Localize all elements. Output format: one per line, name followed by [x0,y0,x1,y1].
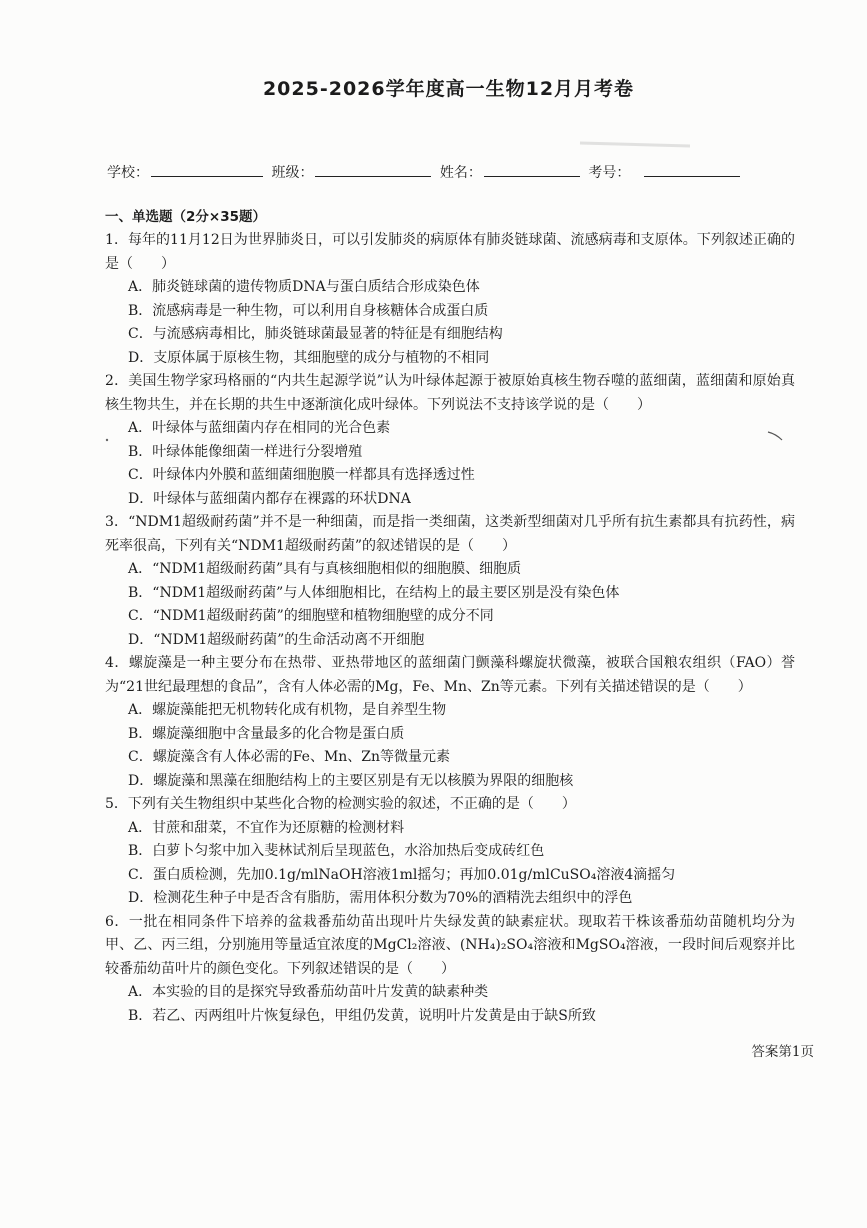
option-d: D．螺旋藻和黑藻在细胞结构上的主要区别是有无以核膜为界限的细胞核 [128,772,574,789]
school-blank [151,162,263,177]
exam-no-label: 考号： [588,165,631,181]
question-stem: 2．美国生物学家玛格丽的“内共生起源学说”认为叶绿体起源于被原始真核生物吞噬的蓝细菌，蓝细菌和原始真核生物共生，并在长期的共生中逐渐演化成叶绿体。下列说法不支持该学说的是（ ） [105,373,795,413]
option-a: A．本实验的目的是探究导致番茄幼苗叶片发黄的缺素种类 [128,984,489,1000]
option-c: C．螺旋藻含有人体必需的Fe、Mn、Zn等微量元素 [128,749,451,765]
question-3 [105,511,795,652]
question-stem: 4．螺旋藻是一种主要分布在热带、亚热带地区的蓝细菌门颤藻科螺旋状微藻，被联合国粮农组织（FAO）誉为“21世纪最理想的食品”，含有人体必需的Mg，Fe、Mn、Zn等元素。下列有关描述错误的是（ ） [105,655,795,695]
question-stem: 1．每年的11月12日为世界肺炎日，可以引发肺炎的病原体有肺炎链球菌、流感病毒和支原体。下列叙述正确的是（ ） [105,232,795,272]
student-info-row [107,162,744,182]
option-b: B．“NDM1超级耐药菌”与人体细胞相比，在结构上的最主要区别是没有染色体 [128,584,620,601]
exam-no-blank [644,162,740,177]
option-c: C．蛋白质检测，先加0.1g/mlNaOH溶液1ml摇匀；再加0.01g/mlCuSO₄溶液4滴摇匀 [128,866,676,883]
option-a: A．“NDM1超级耐药菌”具有与真核细胞相似的细胞膜、细胞质 [128,561,522,577]
question-stem: 5．下列有关生物组织中某些化合物的检测实验的叙述，不正确的是（ ） [105,796,576,812]
name-blank [484,162,580,177]
option-a: A．叶绿体与蓝细菌内存在相同的光合色素 [128,420,391,436]
name-label: 姓名： [439,165,482,181]
question-stem: 6．一批在相同条件下培养的盆栽番茄幼苗出现叶片失绿发黄的缺素症状。现取若干株该番茄幼苗随机均分为甲、乙、丙三组，分别施用等量适宜浓度的MgCl₂溶液、(NH₄)₂SO₄溶液和MgSO₄溶液，一段时间后观察并比较番茄幼苗叶片的颜色变化。下列叙述错误的是（ ） [105,913,795,977]
exam-title: 2025-2026学年度高一生物12月月考卷 [262,78,635,100]
option-d: D．“NDM1超级耐药菌”的生命活动离不开细胞 [128,631,425,648]
option-b: B．流感病毒是一种生物，可以利用自身核糖体合成蛋白质 [128,302,489,319]
option-b: B．叶绿体能像细菌一样进行分裂增殖 [128,443,363,460]
question-4 [105,652,795,793]
school-label: 学校： [107,165,149,181]
page-footer: 答案第1页 [751,1044,814,1060]
option-c: C．“NDM1超级耐药菌”的细胞壁和植物细胞壁的成分不同 [128,608,494,624]
option-a: A．甘蔗和甜菜，不宜作为还原糖的检测材料 [128,819,405,836]
question-1 [105,229,795,370]
option-b: B．白萝卜匀浆中加入斐林试剂后呈现蓝色，水浴加热后变成砖红色 [128,843,545,859]
option-a: A．肺炎链球菌的遗传物质DNA与蛋白质结合形成染色体 [128,279,480,295]
option-d: D．叶绿体与蓝细菌内都存在裸露的环状DNA [128,490,411,507]
option-c: C．与流感病毒相比，肺炎链球菌最显著的特征是有细胞结构 [128,326,503,342]
option-a: A．螺旋藻能把无机物转化成有机物，是自养型生物 [128,702,447,718]
question-5 [105,793,795,911]
section-title: 一、单选题（2分×35题） [105,209,266,225]
class-blank [315,162,431,177]
question-stem: 3．“NDM1超级耐药菌”并不是一种细菌，而是指一类细菌，这类新型细菌对几乎所有抗生素都具有抗药性，病死率很高，下列有关“NDM1超级耐药菌”的叙述错误的是（ ） [105,514,795,554]
question-6 [105,911,795,1029]
exam-content [105,206,795,1028]
class-label: 班级： [271,165,314,181]
option-b: B．螺旋藻细胞中含量最多的化合物是蛋白质 [128,725,405,742]
option-c: C．叶绿体内外膜和蓝细菌细胞膜一样都具有选择透过性 [128,467,475,483]
option-b: B．若乙、丙两组叶片恢复绿色，甲组仍发黄，说明叶片发黄是由于缺S所致 [128,1007,596,1024]
option-d: D．检测花生种子中是否含有脂肪，需用体积分数为70%的酒精洗去组织中的浮色 [128,890,633,906]
question-2 [105,370,795,511]
option-d: D．支原体属于原核生物，其细胞壁的成分与植物的不相同 [128,349,490,366]
